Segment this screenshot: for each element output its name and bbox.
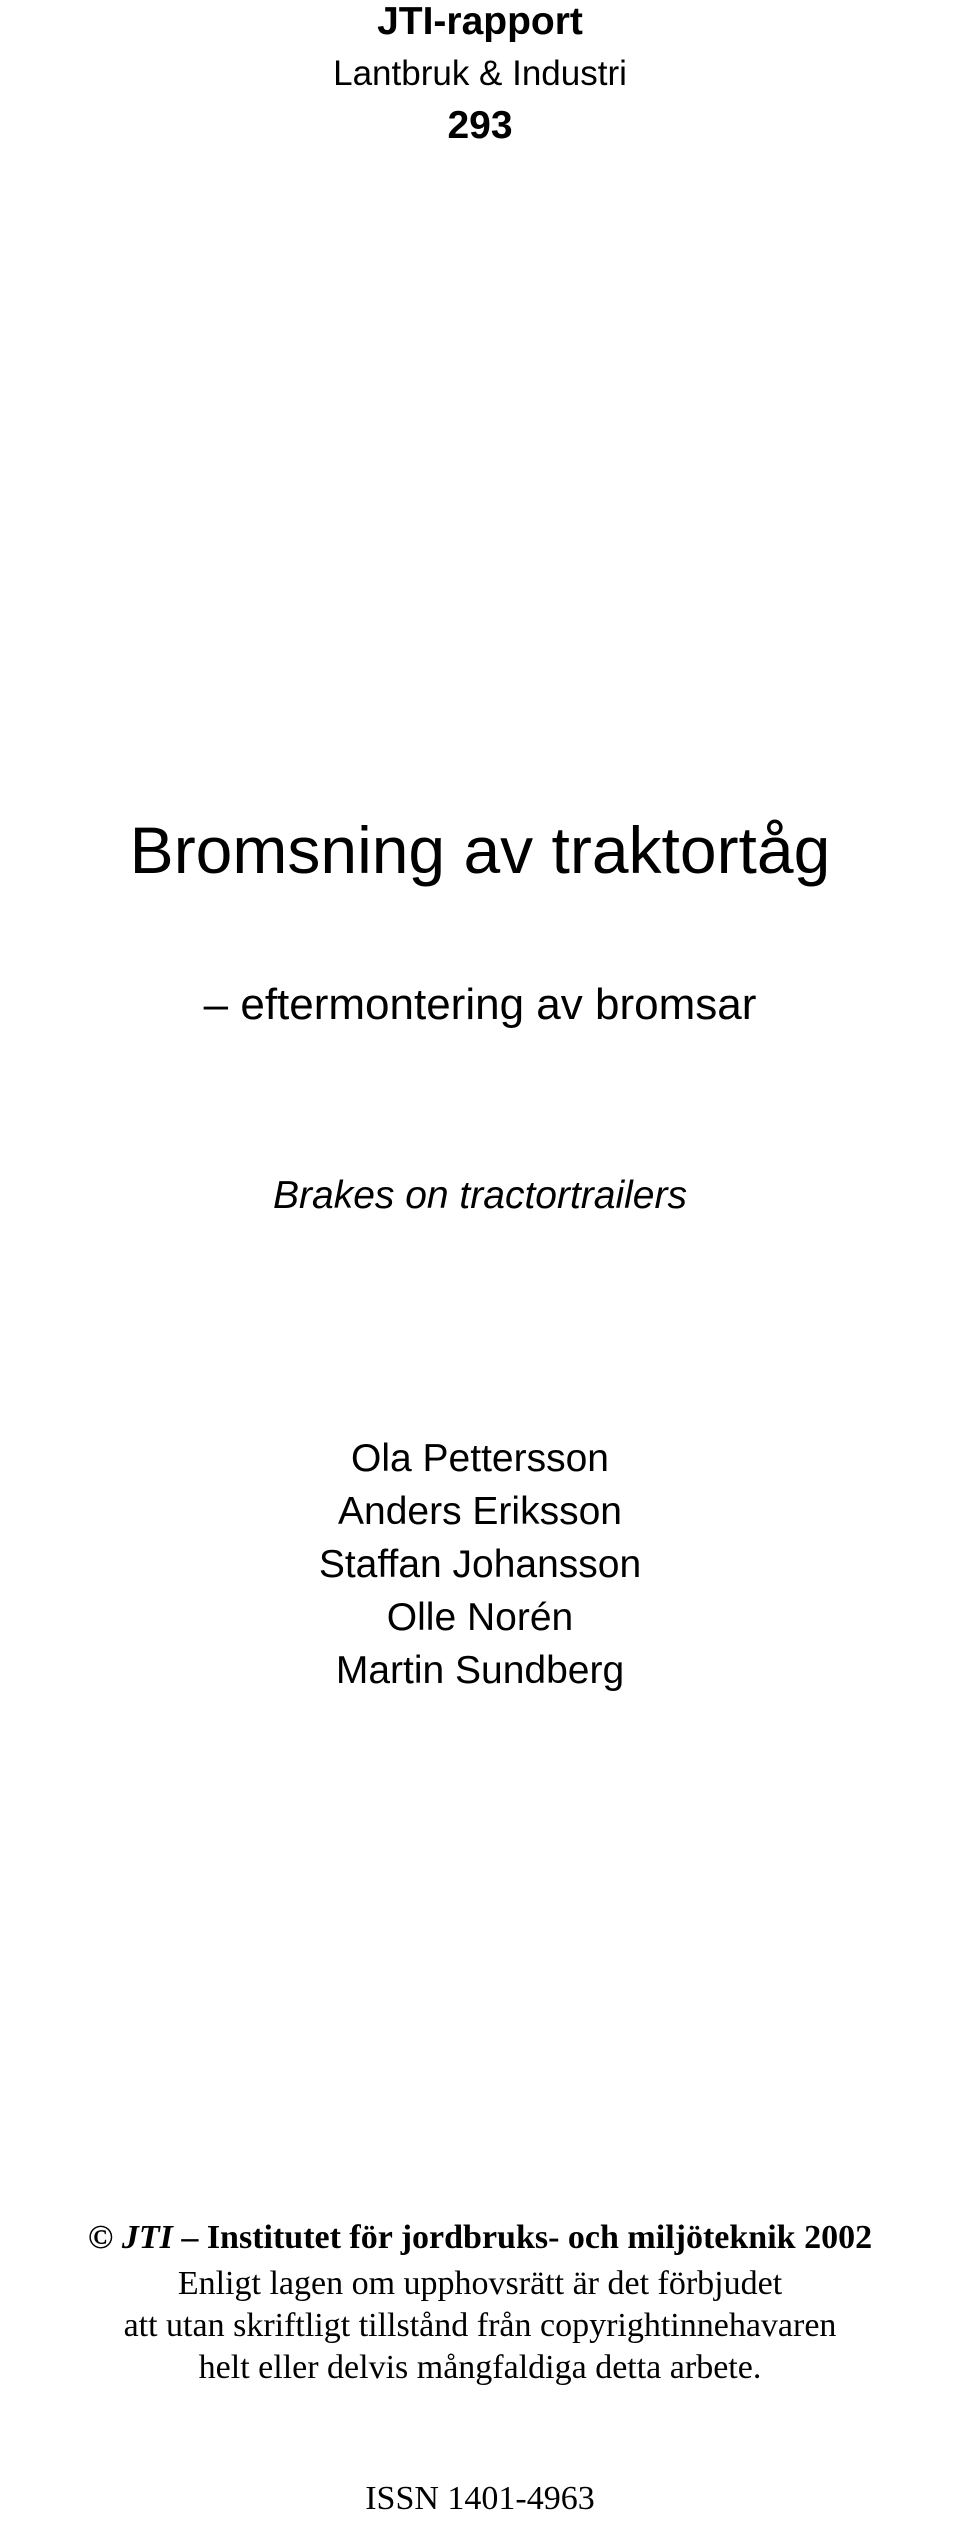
legal-notice — [0, 2263, 960, 2389]
author-list — [0, 1432, 960, 1697]
copyright-year: 2002 — [804, 2219, 873, 2256]
report-subtitle: – eftermontering av bromsar — [203, 980, 757, 1029]
copyright-dash: – — [181, 2219, 199, 2256]
author-name: Olle Norén — [386, 1596, 574, 1639]
series-category: Lantbruk & Industri — [333, 54, 627, 93]
organization-abbreviation: JTI — [121, 2219, 173, 2256]
author-name: Staffan Johansson — [318, 1543, 642, 1586]
issn-number: ISSN 1401-4963 — [365, 2480, 595, 2517]
series-name: JTI-rapport — [377, 0, 583, 43]
author-name: Anders Eriksson — [338, 1490, 622, 1533]
legal-line: att utan skriftligt tillstånd från copyrightinnehavaren — [123, 2307, 837, 2344]
legal-line: helt eller delvis mångfaldiga detta arbete. — [198, 2349, 762, 2386]
copyright-line — [0, 2217, 960, 2259]
author-name: Martin Sundberg — [335, 1649, 625, 1692]
author-name: Ola Pettersson — [351, 1437, 609, 1480]
report-title: Bromsning av traktortåg — [129, 813, 831, 887]
organization-name: Institutet för jordbruks- och miljöteknik — [206, 2219, 796, 2256]
legal-line: Enligt lagen om upphovsrätt är det förbjudet — [177, 2265, 783, 2302]
report-number: 293 — [447, 104, 513, 147]
copyright-symbol: © — [87, 2219, 114, 2256]
english-title: Brakes on tractortrailers — [273, 1174, 687, 1217]
